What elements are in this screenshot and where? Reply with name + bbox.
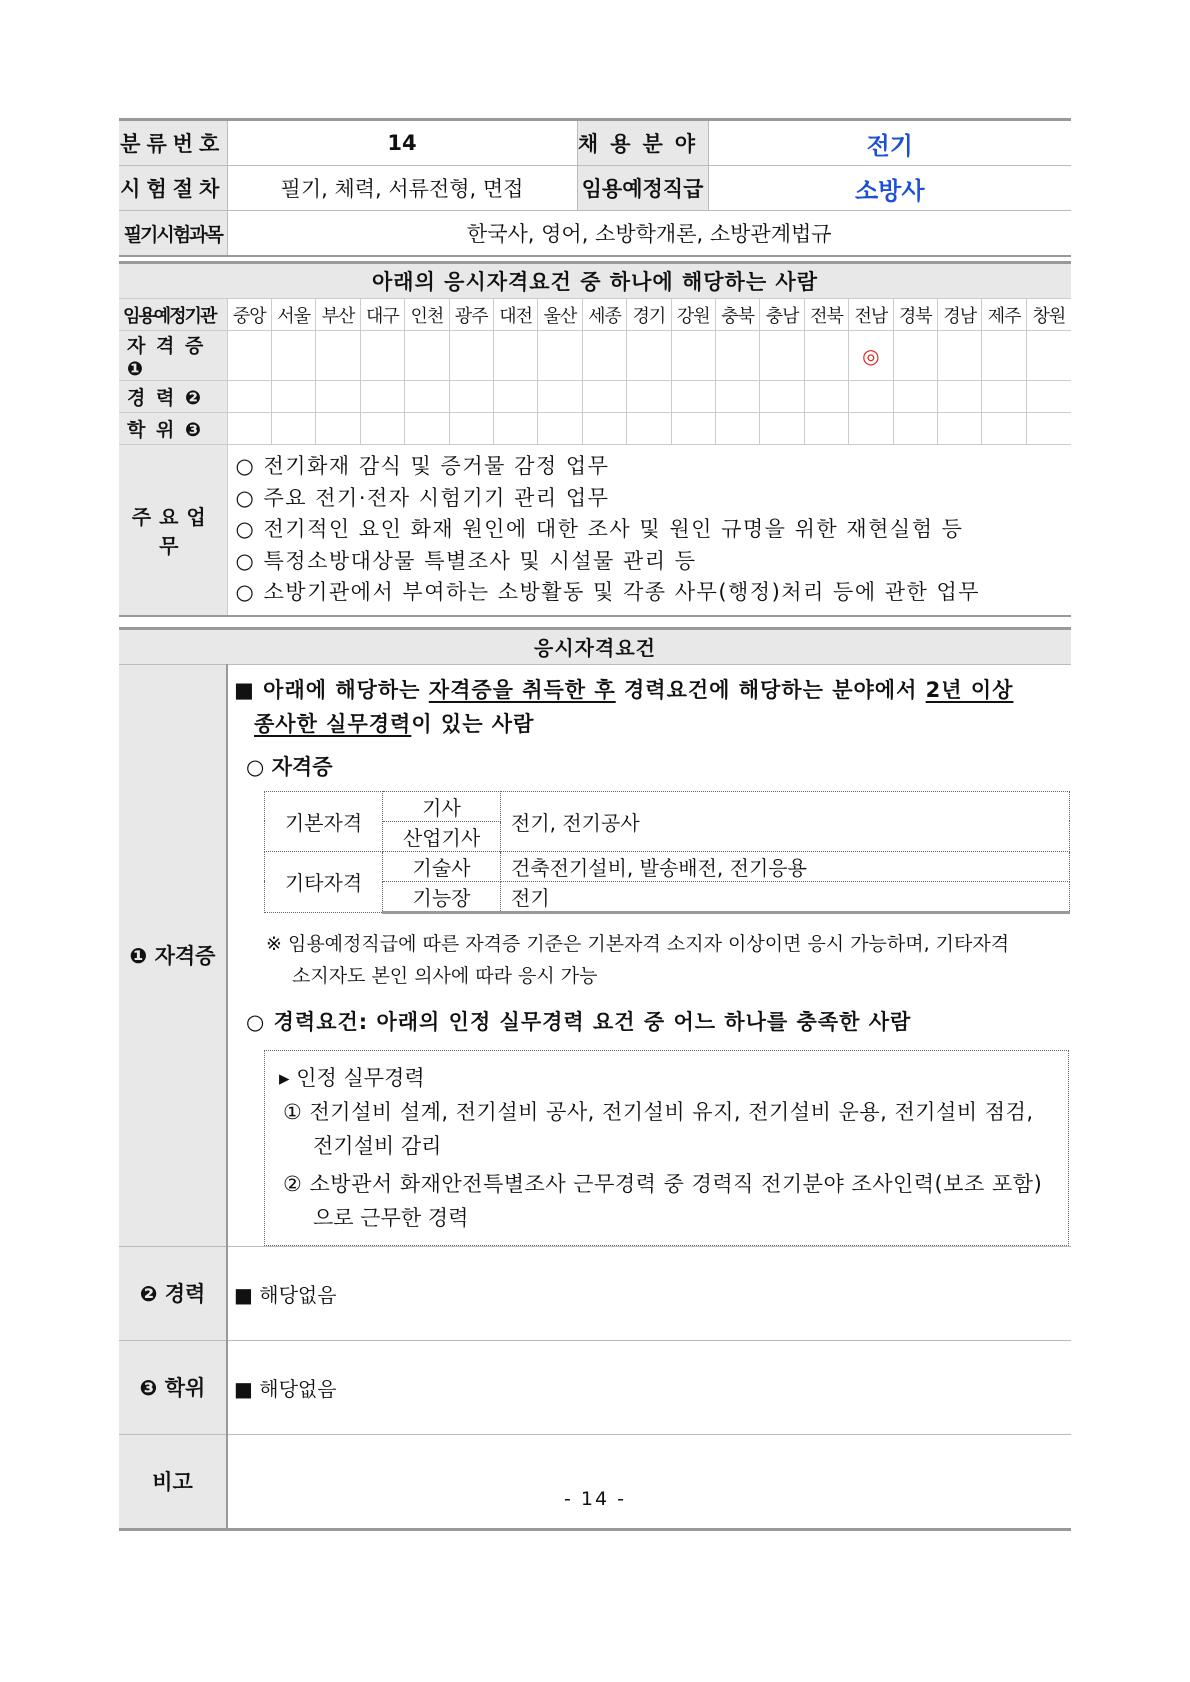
region-cell: [671, 413, 715, 445]
region-cell: [627, 331, 671, 381]
region-cell: [849, 413, 893, 445]
duty-item: ○ 전기화재 감식 및 증거물 감정 업무: [235, 454, 610, 478]
region-cell: [316, 381, 360, 413]
region-cell: [449, 413, 493, 445]
field-value: 전기: [708, 120, 1071, 166]
region-cell: [760, 331, 804, 381]
class-number-value: 14: [227, 120, 577, 166]
region-cell: [493, 381, 537, 413]
region-cell: [582, 331, 626, 381]
region-cell: [271, 331, 315, 381]
region-cell: [671, 331, 715, 381]
career-section-value: ■ 해당없음: [227, 1246, 1071, 1340]
cert-grade: 기술사: [383, 851, 501, 881]
org-label: 임용예정기관: [119, 299, 227, 331]
cert-note: [266, 928, 1071, 992]
org-header: 대전: [493, 299, 537, 331]
region-cell: [715, 413, 759, 445]
cert-fields: 전기, 전기공사: [501, 791, 1070, 851]
region-table: [119, 261, 1071, 617]
region-cell: [982, 381, 1026, 413]
mark-symbol: ◎: [862, 343, 880, 368]
box-item-cont: 으로 근무한 경력: [313, 1205, 469, 1230]
duty-item: ○ 특정소방대상물 특별조사 및 시설물 관리 등: [235, 548, 697, 573]
org-header: 대구: [360, 299, 404, 331]
region-cell: [405, 381, 449, 413]
region-cell: [227, 331, 271, 381]
remarks-value: [227, 1434, 1071, 1529]
region-cell: [938, 331, 982, 381]
region-cell: [538, 381, 582, 413]
box-item: ① 전기설비 설계, 전기설비 공사, 전기설비 유지, 전기설비 운용, 전기설비 점검,: [283, 1099, 1034, 1124]
duties-list: [227, 445, 1071, 616]
page-number: - 14 -: [564, 1488, 626, 1510]
org-header: 충남: [760, 299, 804, 331]
org-header: 전북: [804, 299, 848, 331]
org-header: 울산: [538, 299, 582, 331]
org-header: 부산: [316, 299, 360, 331]
lead-underline: 자격증을 취득한 후: [428, 677, 616, 702]
org-header: 서울: [271, 299, 315, 331]
note-line: ※ 임용예정직급에 따른 자격증 기준은 기본자격 소지자 이상이면 응시 가능하며, 기타자격: [266, 932, 1010, 955]
org-header: 중앙: [227, 299, 271, 331]
org-header: 인천: [405, 299, 449, 331]
org-header: 경기: [627, 299, 671, 331]
cert-grade: 기사: [383, 791, 501, 821]
cert-section-label: ❶ 자격증: [119, 664, 227, 1246]
region-cell: [360, 413, 404, 445]
rank-value: 소방사: [708, 166, 1071, 211]
region-cell: [405, 331, 449, 381]
region-cell: [271, 413, 315, 445]
cert-fields: 건축전기설비, 발송배전, 전기응용: [501, 851, 1070, 881]
row-label-cert: 자 격 증 ❶: [119, 331, 227, 381]
exam-process-label: 시험절차: [119, 166, 227, 211]
lead-text: 이 있는 사람: [411, 711, 535, 736]
region-cell: [849, 381, 893, 413]
region-cell: [893, 413, 937, 445]
requirements-table: [119, 627, 1071, 1531]
org-header: 세종: [582, 299, 626, 331]
org-header: 제주: [982, 299, 1026, 331]
remarks-label: 비고: [119, 1434, 227, 1529]
career-box: [264, 1050, 1069, 1246]
career-heading: ○ 경력요건: 아래의 인정 실무경력 요건 중 어느 하나를 충족한 사람: [246, 1009, 912, 1034]
region-cell: [760, 381, 804, 413]
cert-section-body: [227, 664, 1071, 1246]
region-cell: [938, 381, 982, 413]
class-number-label: 분류번호: [119, 120, 227, 166]
subjects-value: 한국사, 영어, 소방학개론, 소방관계법규: [227, 211, 1071, 257]
region-cell: [405, 413, 449, 445]
bullet-square: ■: [234, 677, 255, 702]
region-cell: [493, 331, 537, 381]
org-header: 충북: [715, 299, 759, 331]
region-title: 아래의 응시자격요건 중 하나에 해당하는 사람: [119, 263, 1071, 299]
cert-fields: 전기: [501, 881, 1070, 912]
requirements-title: 응시자격요건: [119, 628, 1071, 664]
cert-basic-label: 기본자격: [265, 791, 383, 851]
lead-text: 아래에 해당하는: [263, 677, 429, 702]
org-header: 광주: [449, 299, 493, 331]
region-cell: [804, 381, 848, 413]
region-cell: [982, 331, 1026, 381]
region-cell: [982, 413, 1026, 445]
lead-paragraph: [234, 673, 1071, 741]
row-label-career: 경 력 ❷: [119, 381, 227, 413]
lead-underline: 2년 이상: [925, 677, 1014, 702]
duty-item: ○ 주요 전기·전자 시험기기 관리 업무: [235, 485, 610, 510]
org-header: 경북: [893, 299, 937, 331]
region-cell: [227, 381, 271, 413]
header-table: [119, 118, 1071, 257]
box-title: ▸ 인정 실무경력: [279, 1065, 425, 1090]
region-cell: [627, 413, 671, 445]
region-cell: [627, 381, 671, 413]
org-header: 전남: [849, 299, 893, 331]
region-cell: [449, 381, 493, 413]
region-cell: [804, 331, 848, 381]
box-item-cont: 전기설비 감리: [313, 1133, 442, 1158]
region-cell: [538, 331, 582, 381]
region-cell: [271, 381, 315, 413]
region-cell: [715, 381, 759, 413]
career-section-label: ❷ 경력: [119, 1246, 227, 1340]
degree-section-label: ❸ 학위: [119, 1340, 227, 1434]
region-cell: [760, 413, 804, 445]
region-cell: [316, 413, 360, 445]
cert-table: [264, 791, 1070, 914]
org-header: 경남: [938, 299, 982, 331]
region-cell: [582, 381, 626, 413]
document-page: [119, 118, 1071, 1531]
region-cell: [227, 413, 271, 445]
region-cell: [1026, 381, 1071, 413]
degree-section-value: ■ 해당없음: [227, 1340, 1071, 1434]
region-cell: [671, 381, 715, 413]
region-cell: [938, 413, 982, 445]
region-cell: [538, 413, 582, 445]
rank-label: 임용예정직급: [577, 166, 708, 211]
cert-heading: ○ 자격증: [246, 754, 333, 779]
lead-underline: 종사한 실무경력: [254, 711, 412, 736]
region-cell: [1026, 331, 1071, 381]
row-label-degree: 학 위 ❸: [119, 413, 227, 445]
region-cell: [1026, 413, 1071, 445]
region-cell: [360, 331, 404, 381]
region-cell: [493, 413, 537, 445]
region-cell: [449, 331, 493, 381]
cert-other-label: 기타자격: [265, 851, 383, 912]
region-cell: [893, 331, 937, 381]
region-cell: [360, 381, 404, 413]
duty-item: ○ 전기적인 요인 화재 원인에 대한 조사 및 원인 규명을 위한 재현실험 등: [235, 517, 964, 541]
note-line: 소지자도 본인 의사에 따라 응시 가능: [292, 964, 598, 987]
org-header: 강원: [671, 299, 715, 331]
lead-text: 경력요건에 해당하는 분야에서: [615, 677, 926, 702]
duty-item: ○ 소방기관에서 부여하는 소방활동 및 각종 사무(행정)처리 등에 관한 업무: [235, 580, 981, 604]
region-cell: [582, 413, 626, 445]
cert-grade: 기능장: [383, 881, 501, 912]
field-label: 채용분야: [577, 120, 708, 166]
region-cell: [715, 331, 759, 381]
subjects-label: 필기시험과목: [119, 211, 227, 257]
exam-process-value: 필기, 체력, 서류전형, 면접: [227, 166, 577, 211]
region-cell: [893, 381, 937, 413]
region-cell: [849, 331, 893, 381]
box-item: ② 소방관서 화재안전특별조사 근무경력 중 경력직 전기분야 조사인력(보조 포함): [283, 1171, 1043, 1196]
region-cell: [804, 413, 848, 445]
cert-grade: 산업기사: [383, 821, 501, 851]
org-header: 창원: [1026, 299, 1071, 331]
duties-label: 주요업무: [119, 445, 227, 616]
region-cell: [316, 331, 360, 381]
